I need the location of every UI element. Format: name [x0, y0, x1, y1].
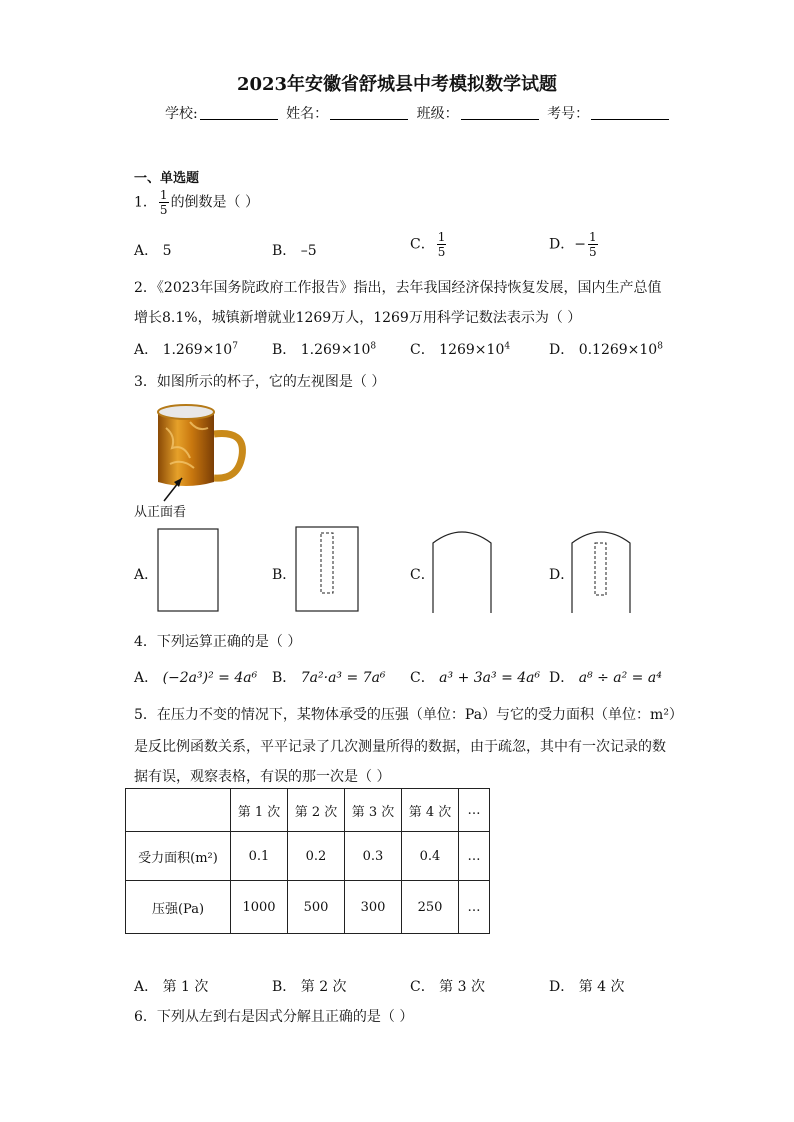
mug-picture	[130, 398, 250, 518]
option-letter: B．	[272, 342, 297, 358]
option-expr: a³ + 3a³ = 4a⁶	[439, 670, 541, 686]
frac-den: 5	[588, 245, 597, 259]
table-row-label: 受力面积(m²)	[126, 832, 231, 881]
q1-option-a[interactable]	[134, 240, 172, 260]
arched-view	[572, 532, 630, 613]
q3-option-d-shape[interactable]	[569, 525, 633, 615]
q2-line-2: 增长8.1%，城镇新增就业1269万人，1269万用科学记数法表示为（ ）	[134, 310, 582, 326]
table-header-cell	[126, 789, 231, 832]
name-blank[interactable]	[330, 105, 408, 120]
option-value: 5	[162, 243, 172, 259]
option-fraction	[437, 230, 447, 259]
rectangle-view	[158, 529, 218, 611]
option-base: 1.269×10	[162, 342, 233, 358]
q4-option-b[interactable]	[272, 667, 386, 687]
q5-option-a[interactable]	[134, 976, 208, 996]
table-header-cell: 第 4 次	[402, 789, 459, 832]
student-info-line	[165, 103, 673, 123]
q2-option-a[interactable]	[134, 339, 238, 359]
option-exp: 8	[370, 341, 377, 352]
q2-option-b[interactable]	[272, 339, 376, 359]
option-letter: A．	[134, 979, 159, 995]
q5-line-2: 是反比例函数关系，平平记录了几次测量所得的数据，由于疏忽，其中有一次记录的数	[134, 739, 666, 755]
option-letter: C．	[410, 342, 435, 358]
q3-text: 3．如图所示的杯子，它的左视图是（ ）	[134, 374, 386, 390]
table-cell: 300	[345, 881, 402, 934]
option-value: 第 1 次	[162, 979, 209, 995]
exam-no-label: 考号：	[547, 106, 590, 122]
q3-option-b-shape[interactable]	[293, 525, 361, 615]
q1-option-b[interactable]	[272, 240, 317, 260]
option-fraction	[588, 230, 598, 259]
name-label: 姓名：	[286, 106, 329, 122]
q5-line-3: 据有误，观察表格，有误的那一次是（ ）	[134, 769, 391, 785]
option-exp: 4	[504, 341, 511, 352]
option-value: 第 4 次	[578, 979, 625, 995]
option-exp: 7	[232, 341, 238, 352]
q3-option-c-label[interactable]: C．	[410, 567, 435, 583]
table-header-cell: …	[459, 789, 490, 832]
table-cell: 0.2	[288, 832, 345, 881]
q1-fraction	[159, 188, 169, 217]
option-letter: A．	[134, 670, 159, 686]
table-header-cell: 第 3 次	[345, 789, 402, 832]
q2-option-d[interactable]	[549, 339, 663, 359]
page-title: 2023年安徽省舒城县中考模拟数学试题	[236, 74, 558, 95]
q3-caption: 从正面看	[134, 505, 187, 520]
q1-number: 1．	[134, 194, 157, 211]
q1-option-c[interactable]	[410, 230, 448, 259]
table-cell: 0.1	[231, 832, 288, 881]
option-letter: B．	[272, 243, 297, 259]
q1-frac-num: 1	[159, 188, 168, 202]
option-letter: A．	[134, 243, 159, 259]
q5-option-d[interactable]	[549, 976, 625, 996]
option-sign: −	[574, 236, 586, 253]
table-row	[126, 881, 490, 934]
table-cell: …	[459, 881, 490, 934]
option-letter: D．	[549, 342, 575, 358]
mug-rim	[158, 405, 214, 419]
q5-option-c[interactable]	[410, 976, 485, 996]
mug-body	[158, 412, 214, 486]
school-label: 学校:	[165, 106, 198, 122]
class-blank[interactable]	[461, 105, 539, 120]
option-letter: C．	[410, 236, 435, 253]
q1-text: 的倒数是（ ）	[170, 194, 260, 211]
q5-option-b[interactable]	[272, 976, 347, 996]
table-cell: 250	[402, 881, 459, 934]
class-label: 班级：	[416, 106, 459, 122]
hidden-handle-dashed	[321, 533, 333, 593]
option-exp: 8	[657, 341, 663, 352]
table-cell: …	[459, 832, 490, 881]
mug-handle	[214, 433, 242, 478]
option-base: 1269×10	[439, 342, 505, 358]
q4-option-d[interactable]	[549, 667, 662, 687]
section-title: 一、单选题	[134, 171, 200, 186]
option-letter: D．	[549, 236, 575, 253]
table-header-cell: 第 1 次	[231, 789, 288, 832]
option-base: 0.1269×10	[578, 342, 658, 358]
table-cell: 0.4	[402, 832, 459, 881]
table-row	[126, 832, 490, 881]
q5-data-table	[125, 788, 490, 934]
option-letter: C．	[410, 670, 435, 686]
q6-text: 6．下列从左到右是因式分解且正确的是（ ）	[134, 1009, 414, 1025]
arched-view	[433, 532, 491, 613]
option-letter: A．	[134, 342, 159, 358]
q1-frac-den: 5	[159, 203, 168, 217]
option-letter: B．	[272, 979, 297, 995]
option-expr: 7a²·a³ = 7a⁶	[300, 670, 386, 686]
option-letter: C．	[410, 979, 435, 995]
hidden-handle-dashed	[595, 543, 606, 595]
option-letter: B．	[272, 670, 297, 686]
q5-line-1: 5．在压力不变的情况下，某物体承受的压强（单位：Pa）与它的受力面积（单位：m²）	[134, 707, 683, 723]
q3-option-a-shape[interactable]	[155, 527, 221, 615]
option-expr: (−2a³)² = 4a⁶	[162, 670, 258, 686]
question-1	[134, 188, 259, 217]
table-header-row	[126, 789, 490, 832]
table-row-label: 压强(Pa)	[126, 881, 231, 934]
q3-option-a-label[interactable]: A．	[134, 567, 159, 583]
table-cell: 0.3	[345, 832, 402, 881]
frac-den: 5	[437, 245, 446, 259]
exam-no-blank[interactable]	[591, 105, 669, 120]
frac-num: 1	[588, 230, 597, 244]
option-value: 第 3 次	[439, 979, 485, 995]
table-cell: 500	[288, 881, 345, 934]
q1-option-d[interactable]	[549, 230, 600, 259]
option-base: 1.269×10	[300, 342, 371, 358]
option-letter: D．	[549, 979, 575, 995]
q3-option-b-label[interactable]: B．	[272, 567, 297, 583]
q4-option-c[interactable]	[410, 667, 540, 687]
q4-text: 4．下列运算正确的是（ ）	[134, 634, 302, 650]
table-header-cell: 第 2 次	[288, 789, 345, 832]
option-value: 第 2 次	[300, 979, 347, 995]
option-expr: a⁸ ÷ a² = a⁴	[578, 670, 662, 686]
q2-option-c[interactable]	[410, 339, 510, 359]
table-cell: 1000	[231, 881, 288, 934]
option-value: –5	[300, 243, 317, 259]
q3-option-d-label[interactable]: D．	[549, 567, 575, 583]
q2-line-1: 2．《2023年国务院政府工作报告》指出，去年我国经济保持恢复发展，国内生产总值	[134, 280, 662, 296]
option-letter: D．	[549, 670, 575, 686]
rectangle-view	[296, 527, 358, 611]
frac-num: 1	[437, 230, 446, 244]
q3-option-c-shape[interactable]	[430, 525, 494, 615]
q4-option-a[interactable]	[134, 667, 257, 687]
school-blank[interactable]	[200, 105, 278, 120]
